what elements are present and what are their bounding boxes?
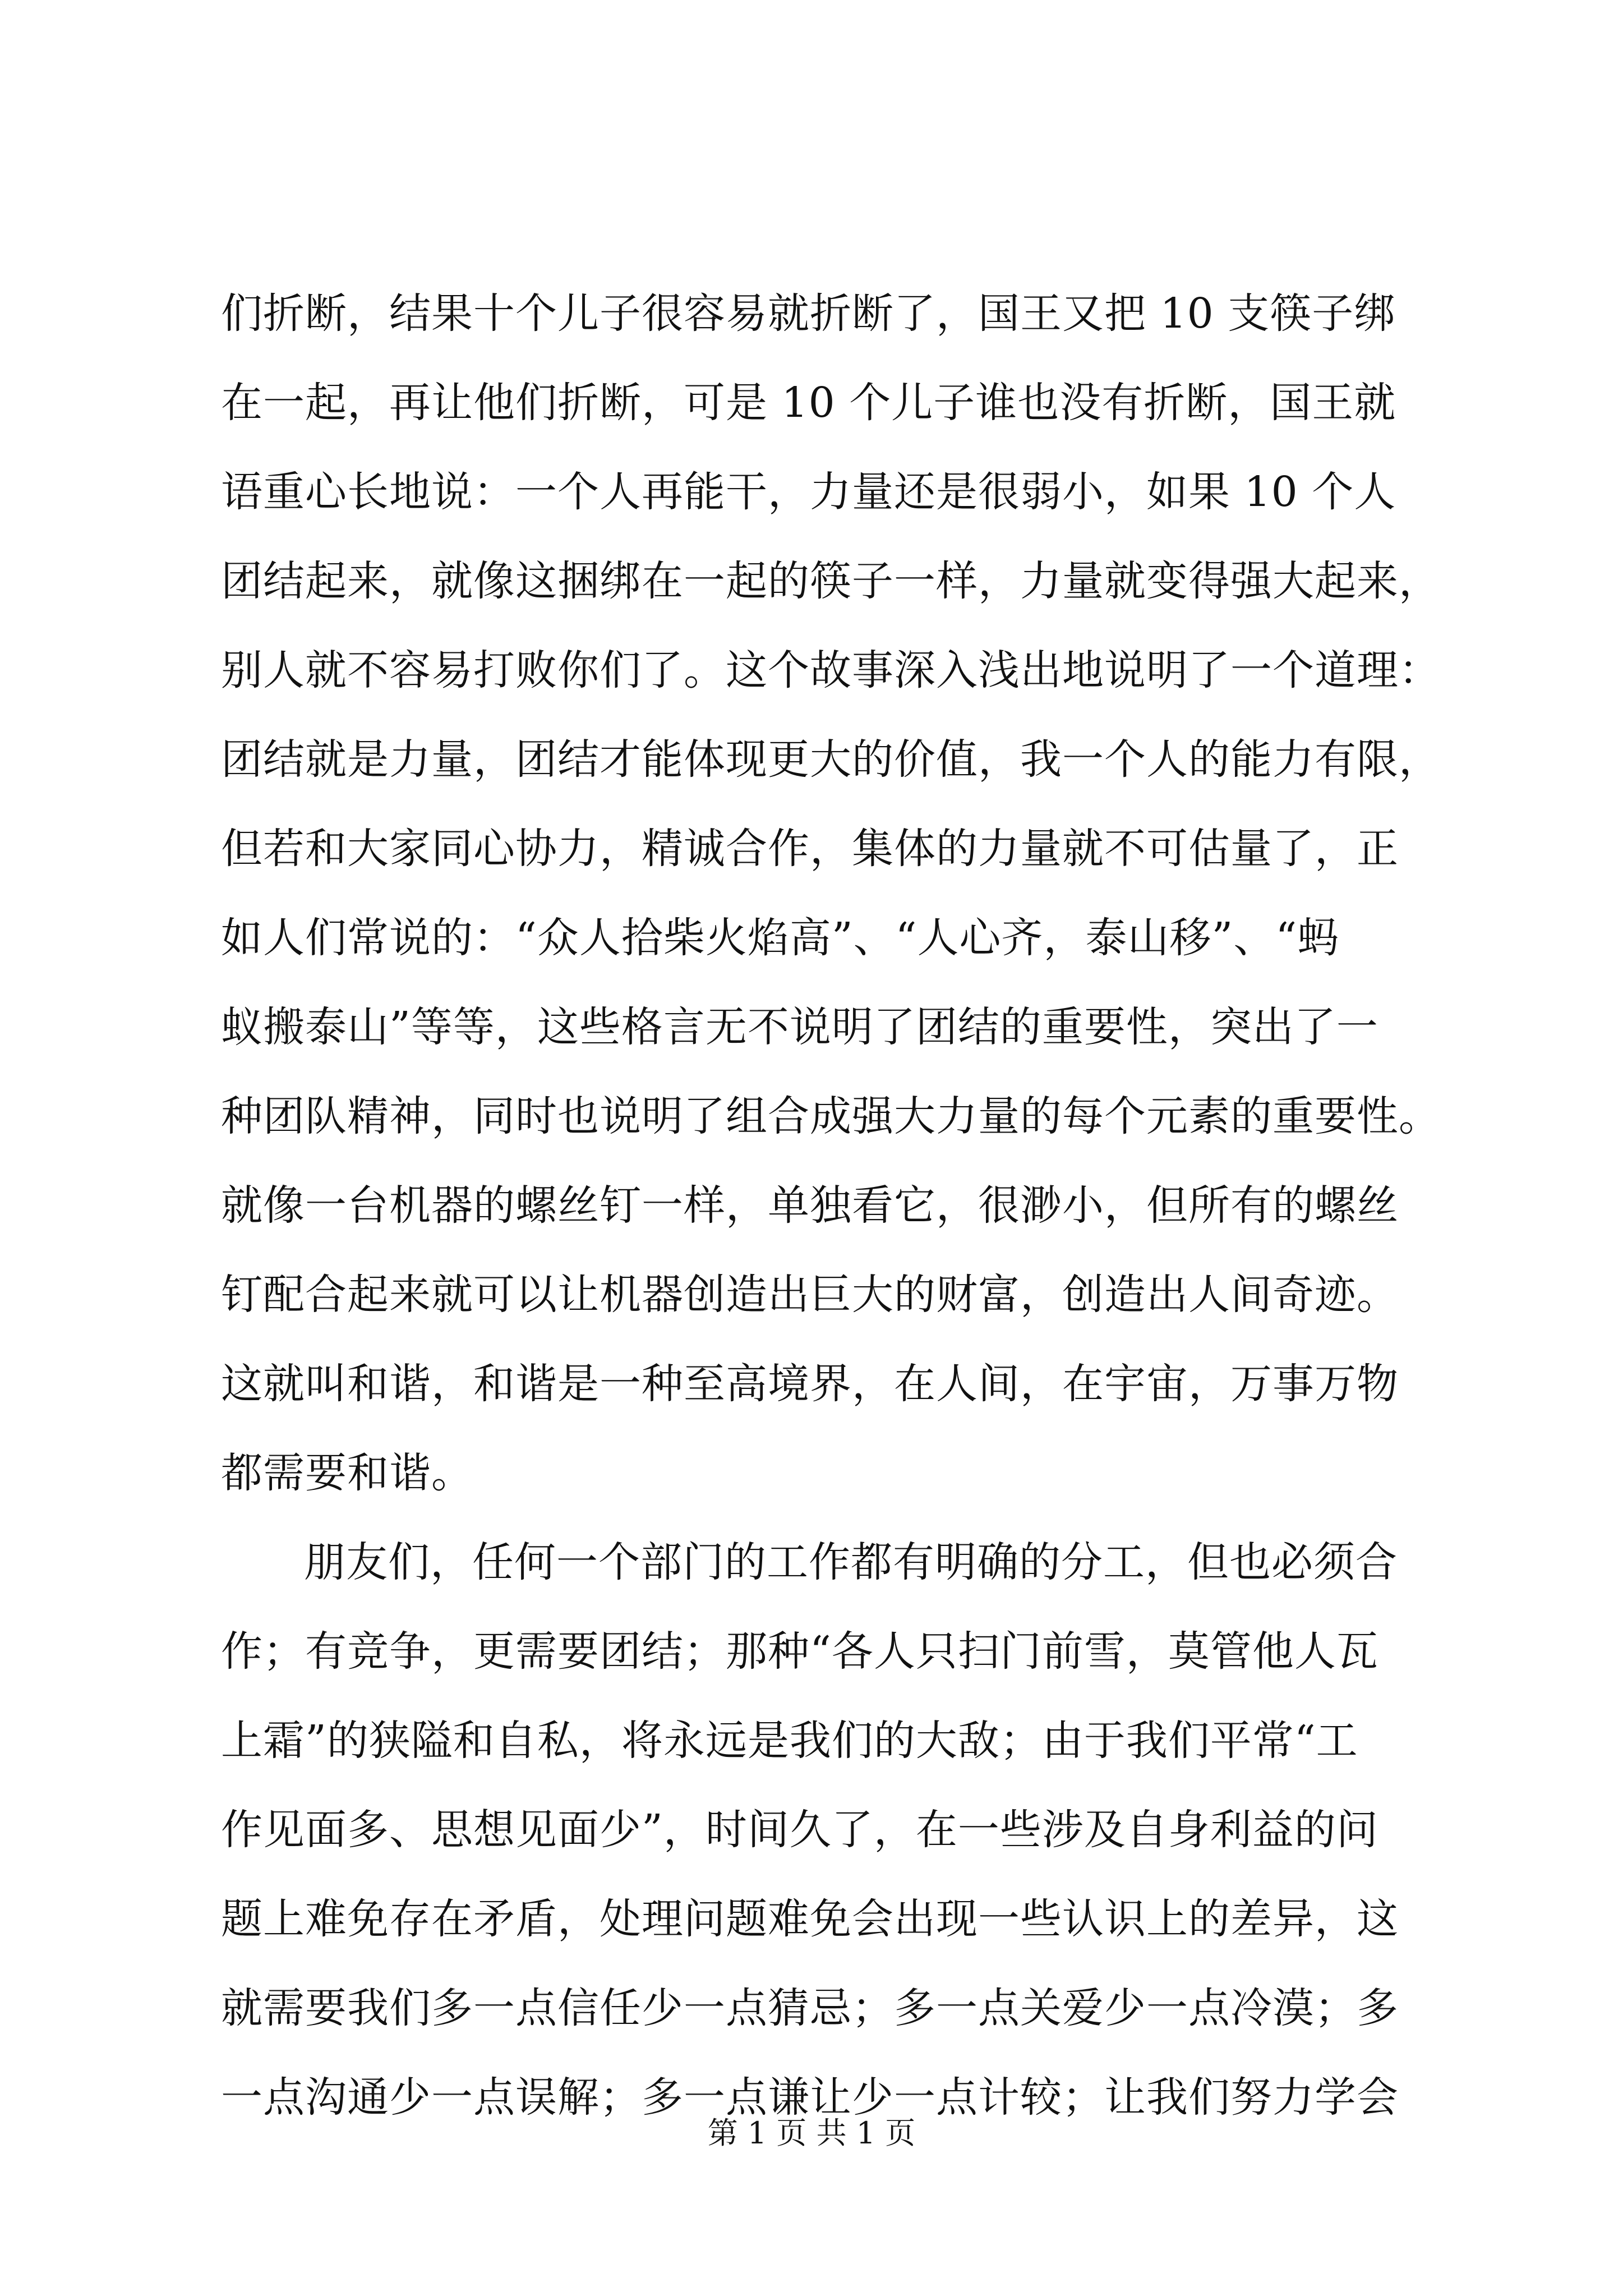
text-line: 蚁搬泰山”等等，这些格言无不说明了团结的重要性，突出了一 — [221, 1003, 1378, 1051]
text-line: 就像一台机器的螺丝钉一样，单独看它，很渺小，但所有的螺丝 — [221, 1181, 1399, 1230]
text-line: 团结起来，就像这捆绑在一起的筷子一样，力量就变得强大起来， — [221, 557, 1441, 605]
text-line: 团结就是力量，团结才能体现更大的价值，我一个人的能力有限， — [221, 735, 1441, 784]
text-line: 一点沟通少一点误解；多一点谦让少一点计较；让我们努力学会 — [221, 2073, 1399, 2122]
text-line: 种团队精神，同时也说明了组合成强大力量的每个元素的重要性。 — [221, 1092, 1441, 1140]
text-line: 这就叫和谐，和谐是一种至高境界，在人间，在宇宙，万事万物 — [221, 1360, 1399, 1408]
text-line: 作见面多、思想见面少”，时间久了，在一些涉及自身利益的问 — [221, 1806, 1378, 1854]
text-line: 如人们常说的：“众人拾柴火焰高”、“人心齐，泰山移”、“蚂 — [221, 914, 1340, 962]
page-number-footer: 第 1 页 共 1 页 — [707, 2115, 916, 2151]
text-line: 就需要我们多一点信任少一点猜忌；多一点关爱少一点冷漠；多 — [221, 1984, 1399, 2032]
text-line: 钉配合起来就可以让机器创造出巨大的财富，创造出人间奇迹。 — [221, 1271, 1399, 1319]
text-line: 上霜”的狭隘和自私，将永远是我们的大敌；由于我们平常“工 — [221, 1717, 1358, 1765]
body-text — [221, 269, 1441, 2142]
text-line: 作；有竞争，更需要团结；那种“各人只扫门前雪，莫管他人瓦 — [221, 1627, 1378, 1676]
text-line: 们折断，结果十个儿子很容易就折断了，国王又把 10 支筷子绑 — [221, 289, 1396, 338]
text-line: 别人就不容易打败你们了。这个故事深入浅出地说明了一个道理： — [221, 646, 1441, 694]
paragraph-first-line: 朋友们，任何一个部门的工作都有明确的分工，但也必须合 — [304, 1538, 1398, 1586]
text-line: 语重心长地说：一个人再能干，力量还是很弱小，如果 10 个人 — [221, 468, 1396, 516]
text-line: 都需要和谐。 — [221, 1449, 473, 1497]
text-line: 在一起，再让他们折断，可是 10 个儿子谁也没有折断，国王就 — [221, 379, 1396, 427]
text-line: 题上难免存在矛盾，处理问题难免会出现一些认识上的差异，这 — [221, 1895, 1399, 1943]
text-line: 但若和大家同心协力，精诚合作，集体的力量就不可估量了，正 — [221, 825, 1399, 873]
